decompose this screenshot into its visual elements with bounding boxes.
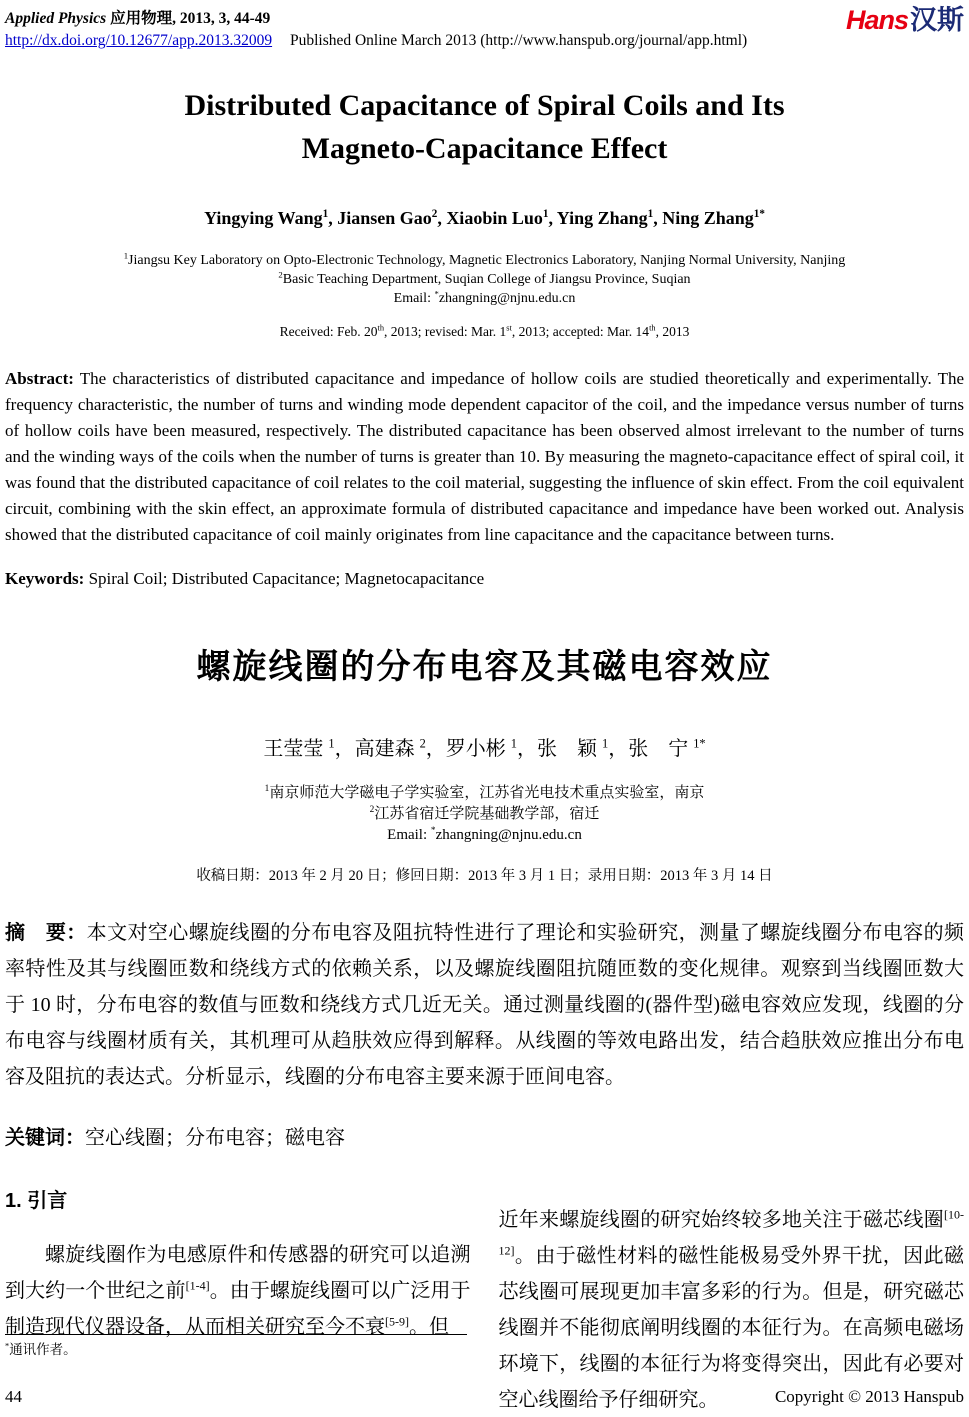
section-heading-introduction: 1. 引言 bbox=[5, 1190, 68, 1212]
affiliations-en bbox=[5, 251, 964, 308]
author: , Xiaobin Luo bbox=[437, 208, 543, 228]
email-mark: * bbox=[434, 288, 439, 299]
keywords-text: Spiral Coil; Distributed Capacitance; Magnetocapacitance bbox=[88, 569, 485, 588]
affil-text: 江苏省宿迁学院基础教学部，宿迁 bbox=[374, 806, 600, 822]
affiliation-2-zh bbox=[5, 804, 964, 825]
column-left bbox=[5, 1184, 471, 1417]
abstract-text: The characteristics of distributed capacitance and impedance of hollow coils are studied theoretically and experimentally. The frequency characteristic, the number of turns and winding mode dependent capacitor of the coil, and the impedance versus number of turns of hollow coils have been measured, respectively. The distributed capacitance has been observed almost irrelevant to the number of turns and the winding ways of the coils when the number of turns is greater than 10. By measuring the magneto-capacitance effect of spiral coil, it was found that the distributed capacitance of coil relates to the coil material, suggesting the influence of skin effect. From the coil equivalent circuit, combining with the skin effect, an approximate formula of distributed capacitance and impedance have been worked out. Analysis showed that the distributed capacitance of coil mainly originates from line capacitance and the capacitance between turns. bbox=[5, 369, 964, 544]
paper-title-en bbox=[5, 84, 964, 170]
affiliation-1 bbox=[5, 251, 964, 270]
email-label: Email: bbox=[387, 827, 431, 843]
paper-title-zh: 螺旋线圈的分布电容及其磁电容效应 bbox=[196, 648, 773, 686]
received-dates-zh: 收稿日期：2013 年 2 月 20 日；修回日期：2013 年 3 月 1 日；录用日期：2013 年 3 月 14 日 bbox=[196, 868, 773, 884]
authors-en bbox=[5, 208, 964, 229]
author: ，罗小彬 bbox=[425, 738, 511, 760]
authors-zh bbox=[5, 732, 964, 761]
page-number: 44 bbox=[5, 1387, 22, 1406]
journal-name: Applied Physics bbox=[5, 10, 107, 27]
published-online: Published Online March 2013 (http://www.hanspub.org/journal/app.html) bbox=[289, 32, 748, 49]
hans-logo bbox=[846, 6, 964, 34]
keywords-zh bbox=[5, 1121, 964, 1150]
affil-mark: 2 bbox=[278, 269, 283, 280]
citation-ref-5-9: [5-9] bbox=[385, 1314, 409, 1329]
footnote-text: 通讯作者。 bbox=[9, 1342, 77, 1357]
footnote-area bbox=[5, 1334, 467, 1358]
author: ，张 宁 bbox=[608, 738, 694, 760]
received-dates-en: Received: Feb. 20th, 2013; revised: Mar. 1st, 2013; accepted: Mar. 14th, 2013 bbox=[279, 323, 690, 339]
footnote-mark: * bbox=[5, 1341, 10, 1351]
citation-ref-10-12: [10-12] bbox=[498, 1207, 964, 1258]
author-affil-mark: 1 bbox=[602, 736, 609, 751]
affil-mark: 1 bbox=[123, 250, 129, 261]
abstract-zh bbox=[5, 915, 964, 1095]
author-affil-mark: 1* bbox=[753, 208, 765, 220]
doi-link[interactable]: http://dx.doi.org/10.12677/app.2013.32009 bbox=[5, 32, 273, 49]
title-line-2: Magneto-Capacitance Effect bbox=[301, 132, 668, 165]
journal-issue: 应用物理, 2013, 3, 44-49 bbox=[106, 10, 271, 27]
intro-paragraph-left: 螺旋线圈作为电感原件和传感器的研究可以追溯到大约一个世纪之前[1-4]。由于螺旋线圈可以广泛用于制造现代仪器设备，从而相关研究至今不衰[5-9]。但 bbox=[5, 1244, 471, 1338]
author-affil-mark: 1 bbox=[510, 736, 517, 751]
abstract-text-zh: 本文对空心螺旋线圈的分布电容及阻抗特性进行了理论和实验研究，测量了螺旋线圈分布电容的频率特性及其与线圈匝数和绕线方式的依赖关系，以及螺旋线圈阻抗随匝数的变化规律。观察到当线圈匝数大于 10 时，分布电容的数值与匝数和绕线方式几近无关。通过测量线圈的(器件型)磁电容效应发现，线圈的分布电容与线圈材质有关，其机理可从趋肤效应得到解释。从线圈的等效电路出发，结合趋肤效应推出分布电容及阻抗的表达式。分析显示，线圈的分布电容主要来源于匝间电容。 bbox=[5, 922, 965, 1088]
author: , Jiansen Gao bbox=[328, 208, 432, 228]
affiliations-zh bbox=[5, 783, 964, 846]
body-columns bbox=[5, 1184, 964, 1417]
affil-mark: 2 bbox=[369, 805, 375, 815]
author: ，张 颖 bbox=[517, 738, 602, 760]
journal-citation bbox=[5, 6, 747, 28]
author-affil-mark: 1 bbox=[322, 208, 329, 220]
email-mark: * bbox=[430, 826, 436, 836]
footnote-rule bbox=[5, 1334, 467, 1335]
author: , Ying Zhang bbox=[548, 208, 648, 228]
affil-text: 南京师范大学磁电子学实验室，江苏省光电技术重点实验室，南京 bbox=[269, 785, 705, 801]
doi-line bbox=[5, 32, 747, 50]
journal-header bbox=[5, 6, 964, 50]
abstract-en bbox=[5, 366, 964, 548]
author-affil-mark: 1 bbox=[542, 208, 549, 220]
affil-mark: 1 bbox=[264, 784, 270, 794]
intro-paragraph-right: 近年来螺旋线圈的研究始终较多地关注于磁芯线圈[10-12]。由于磁性材料的磁性能极易受外界干扰，因此磁芯线圈可展现更加丰富多彩的行为。但是，研究磁芯线圈并不能彻底阐明线圈的本征行为。在高频电磁场环境下，线圈的本征行为将变得突出，因此有必要对空心线圈给予仔细研究。 bbox=[498, 1207, 964, 1411]
journal-info bbox=[5, 6, 747, 50]
author: Yingying Wang bbox=[204, 208, 323, 228]
author: 王莹莹 bbox=[263, 738, 329, 760]
email-line bbox=[5, 289, 964, 308]
page-footer bbox=[5, 1387, 964, 1407]
author: ，高建森 bbox=[334, 738, 420, 760]
copyright: Copyright © 2013 Hanspub bbox=[774, 1387, 964, 1406]
author-affil-mark: 2 bbox=[419, 736, 426, 751]
abstract-label: Abstract: bbox=[5, 369, 74, 388]
email-label: Email: bbox=[393, 291, 435, 306]
affiliation-2 bbox=[5, 270, 964, 289]
title-line-1: Distributed Capacitance of Spiral Coils and Its bbox=[184, 89, 785, 122]
corresponding-author-note bbox=[5, 1338, 467, 1358]
affiliation-1-zh bbox=[5, 783, 964, 804]
author-affil-mark: 2 bbox=[431, 208, 438, 220]
hans-logo-chinese: 汉斯 bbox=[910, 5, 964, 35]
email-address: zhangning@njnu.edu.cn bbox=[435, 827, 582, 843]
author: , Ning Zhang bbox=[653, 208, 754, 228]
keywords-text-zh: 空心线圈；分布电容；磁电容 bbox=[85, 1127, 345, 1149]
email-address: zhangning@njnu.edu.cn bbox=[438, 291, 576, 306]
author-affil-mark: 1 bbox=[647, 208, 654, 220]
column-right bbox=[499, 1184, 965, 1417]
hans-logo-latin: Hans bbox=[845, 5, 908, 35]
author-affil-mark: 1* bbox=[693, 736, 706, 751]
citation-ref-1-4: [1-4] bbox=[185, 1278, 210, 1293]
affil-text: Jiangsu Key Laboratory on Opto-Electronic Technology, Magnetic Electronics Laboratory, Nanjing Normal University, Nanjing bbox=[128, 253, 846, 268]
email-line-zh bbox=[5, 825, 964, 846]
keywords-label: Keywords: bbox=[5, 569, 85, 588]
affil-text: Basic Teaching Department, Suqian College of Jiangsu Province, Suqian bbox=[282, 272, 691, 287]
keywords-label-zh: 关键词： bbox=[5, 1127, 85, 1149]
keywords-en bbox=[5, 569, 964, 589]
author-affil-mark: 1 bbox=[328, 736, 335, 751]
abstract-label-zh: 摘 要： bbox=[5, 922, 87, 944]
